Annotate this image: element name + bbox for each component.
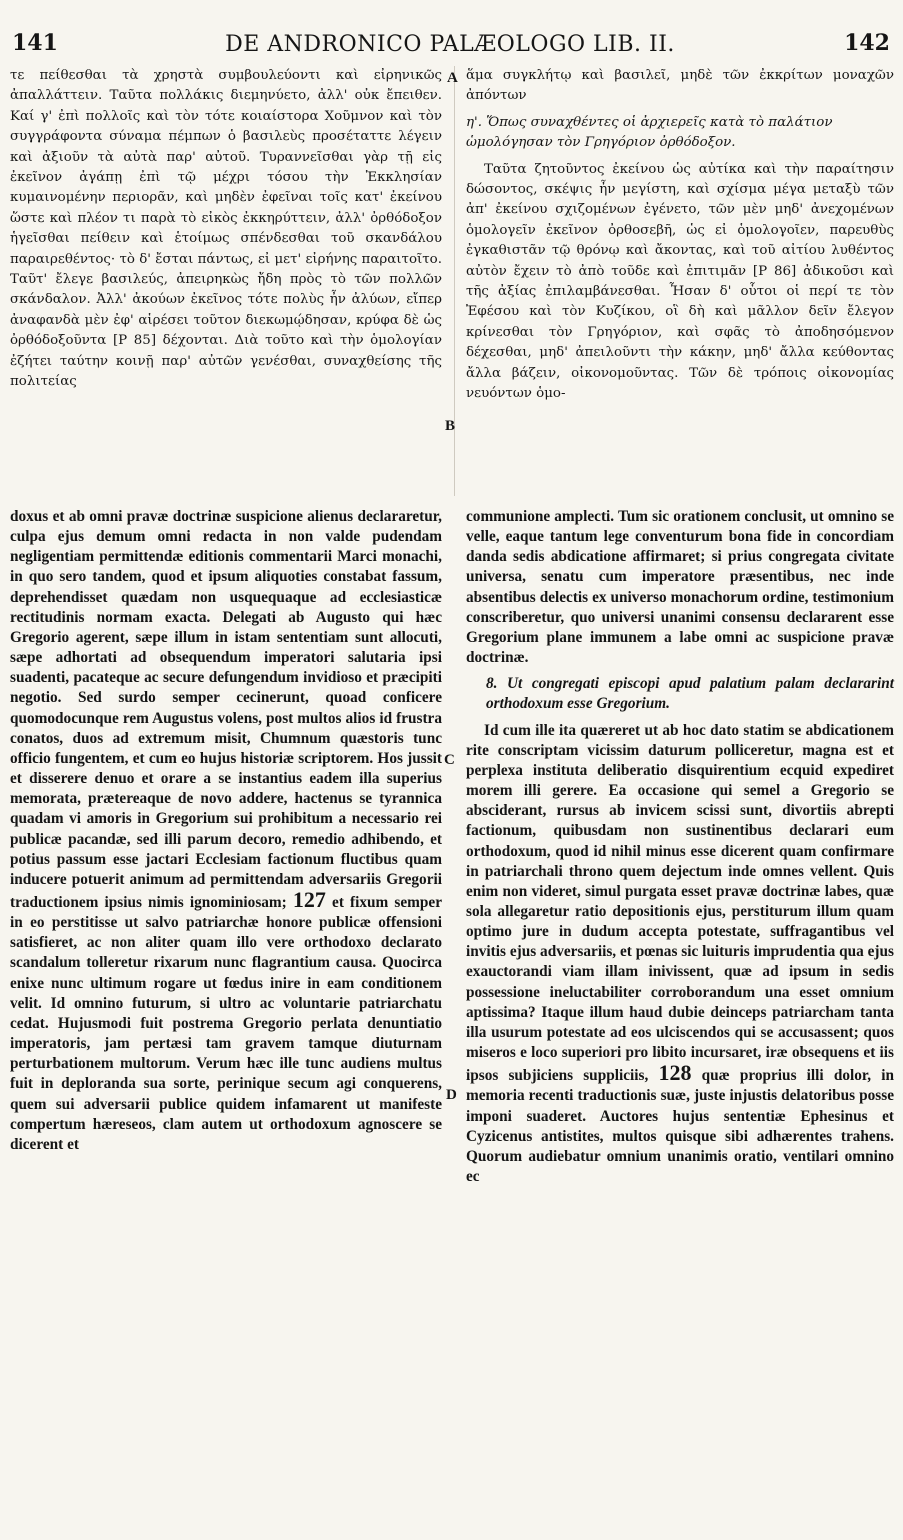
- page-number-right: 142: [844, 30, 890, 56]
- greek-paragraph: ἅμα συγκλήτῳ καὶ βασιλεῖ, μηδὲ τῶν ἐκκρίτων μοναχῶν ἀπόντων: [466, 68, 894, 104]
- page-reference-number: 128: [658, 1060, 692, 1086]
- page-header: [10, 30, 890, 58]
- greek-column-right: [466, 66, 894, 405]
- margin-marker-d: D: [446, 1087, 457, 1103]
- greek-column-left: [10, 66, 442, 393]
- greek-section-heading: η'. Ὅπως συναχθέντες οἱ ἀρχιερεῖς κατὰ τὸ παλάτιον ὡμολόγησαν τὸν Γρηγόριον ὀρθόδοξον.: [466, 114, 833, 151]
- greek-paragraph: Ταῦτα ζητοῦντος ἐκείνου ὡς αὐτίκα καὶ τὴν παραίτησιν δώσοντος, σκέψις ἦν μεγίστη, καὶ σχίσμα μέγα μεταξὺ τῶν ἀπ' ἐκείνου σχιζομένων ἐγένετο, τῶν μὲν μηδ' ἀνεχομένων ὁμολογεῖν ἐκεῖνον ὀρθοσεβῆ, ὡς εἰ ὁμολογοῖεν, παρευθὺς ἐγκαθιστᾶν τῷ θρόνῳ καὶ ἄκοντας, καὶ τοῦ αἰτίου λυθέντος αὐτὸν ἔχειν τὸ ἀπὸ τοῦδε καὶ ἐπιτιμᾶν [P 86] ἀδικοῦσι καὶ τῆς ἀξίας ἐπιλαμβάνεσθαι. Ἦσαν δ' οὗτοι οἱ περί τε τὸν Ἐφέσου καὶ τὸν Κυζίκου, οἳ δὴ καὶ μᾶλλον δεῖν ἔλεγον κρίνεσθαι τὸν Γρηγόριον, καὶ σφᾶς τὸ ἀποδησόμενον δέχεσθαι, μηδ' ἀπειλοῦντι τὴν κάκην, μηδ' ἄλλα κεύθοντας ἄλλα βάζειν, οἰκονομοῦντας. Τῶν δὲ τρόποις οἰκονομίας νευόντων ὁμο-: [466, 161, 894, 402]
- running-title: DE ANDRONICO PALÆOLOGO LIB. II.: [225, 32, 675, 57]
- page-reference-number: 127: [292, 886, 326, 912]
- latin-text: quæ proprius illi dolor, in memoria recenti traductionis suæ, juste injustis delatoribus posse imponi suaderet. Auctores hujus sententiæ Ephesinus et Cyzicenus antistites, multos quisque sibi adhærentes trahens. Quorum audiebatur omnium unanimis oratio, ventilari omnino ec: [466, 1067, 895, 1185]
- latin-paragraph: [10, 507, 442, 1155]
- latin-paragraph: communione amplecti. Tum sic orationem conclusit, ut omnino se velle, eaque tantum lege conventurum bona fide in concordiam danda sedis abdicatione affirmaret; si prius congregata civitate universa, senatu cum imperatore præsentibus, nec inde absentibus delectis ex universo monachorum ordine, testimonium conscriberetur, quo universi unanimi consensu declararent esse Gregorium plane immunem a labe omni ac suspicione pravæ doctrinæ.: [466, 508, 894, 667]
- latin-column-right: [466, 507, 894, 1187]
- latin-text: et fixum semper in eo perstitisse ut salvo patriarchæ honore publicæ offensioni satisfieret, ac non aliter quam illo vere orthodoxo declarato scandalum tolleretur rixarum nunc flagrantium causa. Quocirca enixe nunc ultimum rogare ut fœdus inire in eam conditionem velit. Id omnino futurum, si ultro ac voluntarie patriarchatu cedat. Hujusmodi fuit postrema Gregorio perlata denuntiatio imperatoris, jam pertæsi tam gravem tamque diuturnam perturbationem multorum. Verum hæc ille tunc audiens multus fuit in deploranda sua sorte, perinique secum agi conquerens, quem sui adversarii publice quidem infamarent ut manifeste compertum hæreseos, clam autem ut orthodoxum agnoscere se dicerent et: [10, 893, 442, 1153]
- latin-text: Id cum ille ita quæreret ut ab hoc dato statim se abdicationem rite conscriptam vicissim daturum polliceretur, magna est et perplexa instituta deliberatio disquirentium ecquid expediret morem illi gerere. Ea occasione qui semel a Gregorio se absciderant, rursus ab invicem scissi sunt, divortiis abrepti factionum, quibusdam non sustinentibus declarari eum orthodoxum, quod id nihil minus esse dicerent quam confirmare in patriarchali throno quem dejectum inde omnes vellent. Quis enim non videret, simul purgata esset pravæ doctrinæ labes, quæ sola allegaretur ratio depositionis ejus, perstiturum illum quam optimo jure in dudum accepta potestate, suffragantibus vel invitis ejus adversariis, et pœnas sic luituris imprudentia qua ejus exauctorandi viam illam inivissent, quæ ad ipsum in sedis possessione ineluctabiliter corroborandum una esset omnium aptissima? Itaque illum haud dubie deinceps patriarcham tanta illa usurum potestate ad eos ulciscendos qui se accusassent; quos miseros e loco superiori pro libito incursaret, iræ obsequens et iis ipsos subjiciens suppliciis,: [466, 721, 894, 1085]
- latin-section-heading: 8. Ut congregati episcopi apud palatium palam declararint orthodoxum esse Gregorium.: [486, 675, 894, 713]
- greek-paragraph: τε πείθεσθαι τὰ χρηστὰ συμβουλεύοντι καὶ εἰρηνικῶς ἀπαλλάττειν. Ταῦτα πολλάκις διεμηνύετο, ἀλλ' οὐκ ἔπειθεν. Καί γ' ἐπὶ πολλοῖς καὶ τὸν τότε κοιαίστορα Χοῦμνον καὶ τὸν συγγράφοντα σύναμα πέμπων ὁ βασιλεὺς προσέταττε λέγειν καὶ ἀξιοῦν τὰ αὐτὰ παρ' αὐτοῦ. Τυραννεῖσθαι γὰρ τῇ εἰς ἐκεῖνον ἀγάπῃ ἐπὶ τῷ μέχρι τόσου τὴν Ἐκκλησίαν κυμαινομένην περιορᾶν, καὶ μηδὲν ἐφεῖναι τοῖς κατ' ἐκείνου ὥστε καὶ πλέον τι παρὰ τὸ εἰκὸς ἐκκηρύττειν, ἀλλ' ὀρθόδοξον ἡγεῖσθαι πείθειν καὶ ἑτοίμως σπένδεσθαι τοῦ σκανδάλου παραιρεθέντος· τὸ δ' ἔσται πάντως, εἰ μετ' εἰρήνης παραιτοῖτο. Ταῦτ' ἔλεγε βασιλεύς, ἀπειρηκὼς ἤδη πρὸς τὸ τῶν πολλῶν σκάνδαλον. Ἀλλ' ἀκούων ἐκεῖνος τότε πολὺς ἦν ἀλύων, εἴπερ ἀναφανδὰ μὲν ἐφ' αἱρέσει τοῦτον διεκωμῴδησαν, κρύφα δὲ ὡς ὀρθόδοξοῦντα [P 85] δέχονται. Διὰ τοῦτο καὶ τὴν ὁμολογίαν ἐζήτει ταύτην κοινῇ παρ' αὐτῶν γενέσθαι, συναχθείσης τῆς πολιτείας: [10, 68, 442, 390]
- margin-marker-c: C: [444, 752, 455, 768]
- page-number-left: 141: [12, 30, 58, 56]
- margin-marker-a: A: [447, 70, 458, 86]
- margin-marker-b: B: [445, 418, 456, 434]
- latin-column-left: [10, 507, 442, 1155]
- latin-text: doxus et ab omni pravæ doctrinæ suspicione alienus declararetur, culpa ejus demum omni redacta in non valde pudendam negligentiam permittendæ editionis commentarii Marci monachi, in quo sero tandem, quod et ipsum aliquoties constabat fassum, deprehendisset quædam non usquequaque ad ecclesiasticæ rectitudinis normam exacta. Delegati ab Augusto qui hæc Gregorio agerent, sæpe illum in istam sententiam sunt allocuti, sæpe adhortati ad obsequendum imperatori salutaria ipsi suadenti, pacateque ac secure defungendum invidioso et præcipiti negotio. Sed surdo semper cecinerunt, quoad conficere quomodocunque rem Augustus volens, post multos alios id frustra conatos, duos ad extremum misit, Chumnum quæstoris tunc officio fungentem, et cum eo hujus historiæ scriptorem. Hos jussit et disserere denuo et orare a se instantius eadem illa superius memorata, prætereaque de novo addere, hactenus se tyrannica quadam vi amoris in Gregorium sui prohibitum a necessario rei publicæ pacandæ, sed illi parum decoro, remedio adhibendo, et potius passum esse jactari Ecclesiam factionum fluctibus quam inducere potuerit animum ad permittendam adversariis Gregorii traductionem ipsius nimis ignominiosam;: [10, 508, 442, 911]
- latin-paragraph: [466, 721, 894, 1188]
